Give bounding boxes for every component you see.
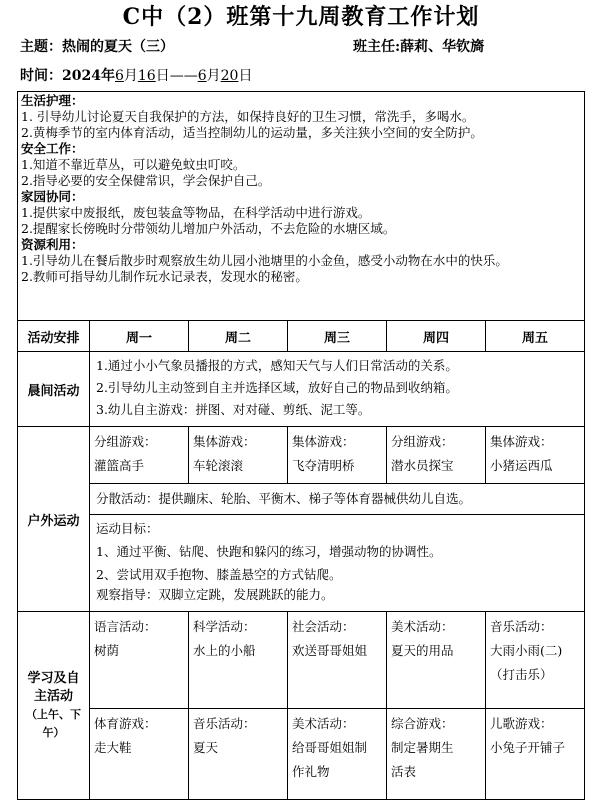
study-fri-1: [486, 612, 585, 709]
life-care-item: 1. 引导幼儿讨论夏天自我保护的方法，如保持良好的卫生习惯，常洗手，多喝水。: [21, 109, 475, 124]
date-month-word-2: 月: [206, 68, 221, 84]
activity-type: 体育游戏：: [94, 716, 157, 731]
activity-name-cont: 活表: [391, 764, 417, 779]
activity-name: 走大鞋: [94, 740, 132, 755]
header-row: [18, 321, 585, 352]
game-type: 分组游戏：: [94, 434, 157, 449]
date-day-word-2: 日: [238, 68, 253, 84]
outdoor-game-thu: [387, 427, 486, 484]
outdoor-game-fri: [486, 427, 585, 484]
study-thu-2: [387, 709, 486, 800]
teacher-label: 班主任:薛莉、华钦旖: [353, 39, 485, 55]
morning-item: 3.幼儿自主游戏：拼图、对对碰、剪纸、泥工等。: [96, 402, 371, 417]
date-day-word-1: 日——: [155, 68, 198, 84]
activity-type: 音乐活动：: [490, 619, 553, 634]
morning-item: 1.通过小小气象员播报的方式，感知天气与人们日常活动的关系。: [96, 358, 458, 373]
outdoor-game-tue: [189, 427, 288, 484]
study-label-sub: （上午、下午）: [26, 707, 81, 739]
goal-item: 1、通过平衡、钻爬、快跑和躲闪的练习，增强动物的协调性。: [96, 544, 442, 559]
home-coop-item: 1.提供家中废报纸，废包装盒等物品，在科学活动中进行游戏。: [21, 205, 371, 220]
activity-type: 美术活动：: [292, 716, 355, 731]
activity-name: 夏天: [193, 740, 219, 755]
header-tuesday: 周二: [189, 321, 288, 352]
game-type: 集体游戏：: [292, 434, 355, 449]
outdoor-goals: [90, 515, 585, 612]
date-day-end: 20: [220, 68, 239, 84]
game-type: 分组游戏：: [391, 434, 454, 449]
activity-type: 综合游戏：: [391, 716, 454, 731]
activity-name: 小兔子开铺子: [490, 740, 566, 755]
observe-guide: 观察指导：双脚立定跳，发展跳跃的能力。: [96, 587, 334, 602]
activity-name: 给哥哥姐姐制: [292, 740, 368, 755]
general-notes: [18, 92, 585, 321]
outdoor-label: 户外运动: [18, 427, 90, 612]
game-name: 潜水员探宝: [391, 458, 454, 473]
safety-item: 2.指导必要的安全保健常识，学会保护自己。: [21, 173, 271, 188]
outdoor-game-mon: [90, 427, 189, 484]
header-friday: 周五: [486, 321, 585, 352]
plan-table: [17, 91, 585, 800]
life-care-item: 2.黄梅季节的室内体育活动，适当控制幼儿的运动量，多关注狭小空间的安全防护。: [21, 125, 483, 140]
outdoor-game-wed: [288, 427, 387, 484]
date-range: [20, 65, 252, 85]
activity-type: 音乐活动：: [193, 716, 256, 731]
date-month-start: 6: [114, 68, 124, 84]
game-name: 灌篮高手: [94, 458, 145, 473]
activity-name: 制定暑期生: [391, 740, 454, 755]
game-type: 集体游戏：: [490, 434, 553, 449]
morning-content: [90, 352, 585, 427]
activity-name: 欢送哥哥姐姐: [292, 643, 368, 658]
header-monday: 周一: [90, 321, 189, 352]
home-coop-heading: 家园协同：: [21, 189, 84, 204]
morning-item: 2.引导幼儿主动签到自主并选择区域，放好自己的物品到收纳箱。: [96, 380, 458, 395]
study-thu-1: [387, 612, 486, 709]
study-tue-1: [189, 612, 288, 709]
game-name: 小猪运西瓜: [490, 458, 553, 473]
morning-label: 晨间活动: [18, 352, 90, 427]
activity-type: 科学活动：: [193, 619, 256, 634]
header-thursday: 周四: [387, 321, 486, 352]
activity-type: 美术活动：: [391, 619, 454, 634]
study-label: [18, 612, 90, 800]
study-wed-2: [288, 709, 387, 800]
study-label-line: 主活动: [33, 688, 73, 704]
date-prefix: 时间：2024年: [20, 68, 115, 84]
activity-type: 语言活动：: [94, 619, 157, 634]
study-wed-1: [288, 612, 387, 709]
theme-label: 主题：热闹的夏天（三）: [20, 39, 174, 55]
goal-item: 2、尝试用双手抱物、膝盖悬空的方式钻爬。: [96, 567, 342, 582]
home-coop-item: 2.提醒家长傍晚时分带领幼儿增加户外活动，不去危险的水塘区域。: [21, 221, 396, 236]
page-title: C中（2）班第十九周教育工作计划: [122, 4, 480, 30]
safety-item: 1.知道不靠近草丛，可以避免蚊虫叮咬。: [21, 157, 246, 172]
activity-name: 树荫: [94, 643, 120, 658]
study-mon-2: [90, 709, 189, 800]
activity-name: 大雨小雨(二): [490, 643, 563, 658]
resources-item: 1.引导幼儿在餐后散步时观察放生幼儿园小池塘里的小金鱼，感受小动物在水中的快乐。: [21, 253, 508, 268]
resources-heading: 资源利用：: [21, 237, 84, 252]
activity-name: 夏天的用品: [391, 643, 454, 658]
safety-heading: 安全工作：: [21, 141, 84, 156]
date-month-word-1: 月: [123, 68, 138, 84]
game-name: 飞夺清明桥: [292, 458, 355, 473]
study-mon-1: [90, 612, 189, 709]
resources-item: 2.教师可指导幼儿制作玩水记录表，发现水的秘密。: [21, 269, 308, 284]
goal-heading: 运动目标：: [96, 521, 159, 536]
game-name: 车轮滚滚: [193, 458, 244, 473]
study-label-line: 学习及自: [27, 670, 80, 686]
game-type: 集体游戏：: [193, 434, 256, 449]
date-day-start: 16: [137, 68, 156, 84]
header-wednesday: 周三: [288, 321, 387, 352]
outdoor-scatter: 分散活动：提供蹦床、轮胎、平衡木、梯子等体育器械供幼儿自选。: [90, 484, 585, 515]
activity-name: 水上的小船: [193, 643, 256, 658]
activity-name-cont: 作礼物: [292, 764, 330, 779]
activity-note: （打击乐）: [490, 667, 553, 682]
study-fri-2: [486, 709, 585, 800]
activity-type: 社会活动：: [292, 619, 355, 634]
activity-type: 儿歌游戏：: [490, 716, 553, 731]
header-activity: 活动安排: [18, 321, 90, 352]
life-care-heading: 生活护理：: [21, 93, 84, 108]
date-month-end: 6: [197, 68, 207, 84]
study-tue-2: [189, 709, 288, 800]
